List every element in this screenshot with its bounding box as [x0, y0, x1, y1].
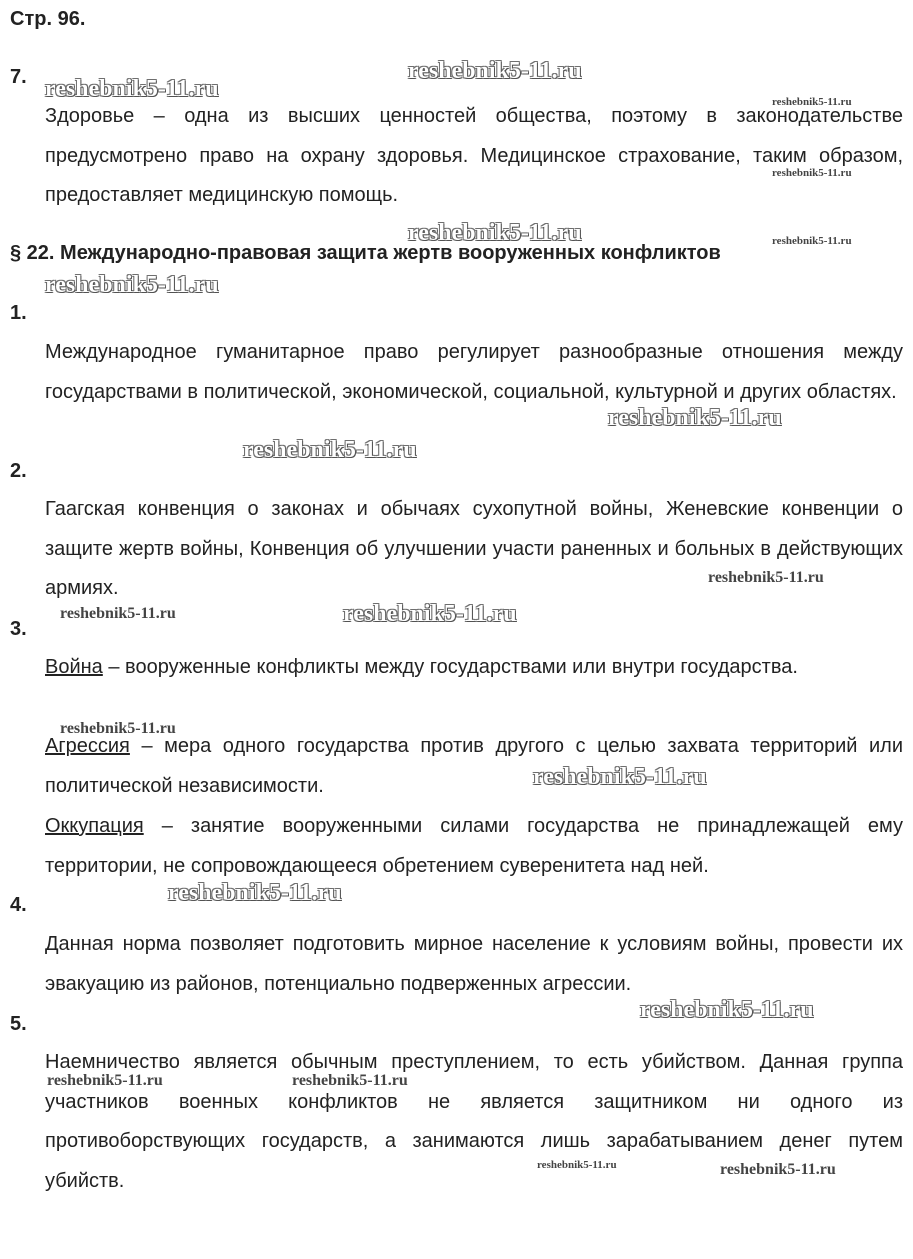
- watermark: reshebnik5-11.ru: [408, 58, 582, 84]
- term-aggression: Агрессия: [45, 735, 130, 757]
- watermark: reshebnik5-11.ru: [45, 272, 219, 298]
- definition-war-text: – вооруженные конфликты между государствами или внутри государства.: [102, 656, 798, 678]
- answer-1-text: Международное гуманитарное право регулирует разнообразные отношения между государствами в политической, экономической, социальной, культурной и других областях.: [45, 341, 903, 403]
- definition-occupation: [45, 807, 903, 886]
- watermark: reshebnik5-11.ru: [243, 437, 417, 463]
- watermark: reshebnik5-11.ru: [537, 1159, 617, 1171]
- answer-2-text: Гаагская конвенция о законах и обычаях сухопутной войны, Женевские конвенции о защите жертв войны, Конвенция об улучшении участи раненных и больных в действующих армиях.: [45, 498, 903, 599]
- watermark: reshebnik5-11.ru: [772, 167, 852, 179]
- watermark: reshebnik5-11.ru: [60, 720, 176, 737]
- term-war: Война: [45, 656, 103, 678]
- answer-5-text: Наемничество является обычным преступлением, то есть убийством. Данная группа участников военных конфликтов не является защитником ни одного из противоборствующих государств, а занимаются лишь зарабатыванием денег путем убийств.: [45, 1051, 903, 1192]
- watermark: reshebnik5-11.ru: [45, 76, 219, 102]
- term-occupation: Оккупация: [45, 815, 144, 837]
- watermark: reshebnik5-11.ru: [640, 997, 814, 1023]
- definition-occupation-text: – занятие вооруженными силами государства не принадлежащей ему территории, не сопровождающееся обретением суверенитета над ней.: [45, 815, 903, 877]
- watermark: reshebnik5-11.ru: [772, 96, 852, 108]
- definition-war: [45, 648, 903, 688]
- task-7-number: 7.: [10, 66, 27, 88]
- watermark: reshebnik5-11.ru: [408, 220, 582, 246]
- answer-5-number: 5.: [10, 1013, 27, 1035]
- watermark: reshebnik5-11.ru: [772, 235, 852, 247]
- task-7-text: Здоровье – одна из высших ценностей общества, поэтому в законодательстве предусмотрено право на охрану здоровья. Медицинское страхование, таким образом, предоставляет медицинскую помощь.: [45, 105, 903, 206]
- definition-aggression-text: – мера одного государства против другого с целью захвата территорий или политической независимости.: [45, 735, 903, 797]
- watermark: reshebnik5-11.ru: [533, 764, 707, 790]
- watermark: reshebnik5-11.ru: [708, 569, 824, 586]
- watermark: reshebnik5-11.ru: [292, 1072, 408, 1089]
- answer-4-text: Данная норма позволяет подготовить мирное население к условиям войны, провести их эвакуацию из районов, потенциально подверженных агрессии.: [45, 933, 903, 995]
- watermark: reshebnik5-11.ru: [60, 605, 176, 622]
- watermark: reshebnik5-11.ru: [343, 601, 517, 627]
- watermark: reshebnik5-11.ru: [47, 1072, 163, 1089]
- answer-4-number: 4.: [10, 894, 27, 916]
- definition-aggression: [45, 727, 903, 806]
- watermark: reshebnik5-11.ru: [168, 880, 342, 906]
- watermark: reshebnik5-11.ru: [720, 1161, 836, 1178]
- page-reference: Стр. 96.: [10, 8, 86, 30]
- watermark: reshebnik5-11.ru: [608, 405, 782, 431]
- answer-1-number: 1.: [10, 302, 27, 324]
- answer-3-number: 3.: [10, 618, 27, 640]
- section-title: § 22. Международно-правовая защита жертв вооруженных конфликтов: [10, 242, 721, 264]
- answer-2-number: 2.: [10, 460, 27, 482]
